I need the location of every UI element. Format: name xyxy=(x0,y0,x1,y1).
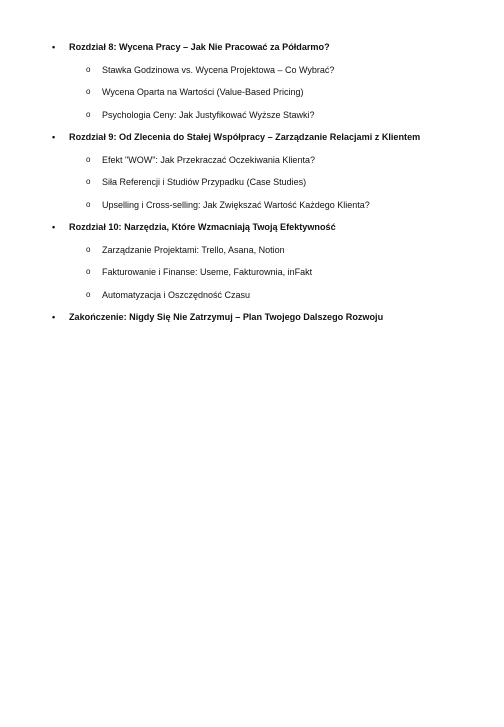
subitem xyxy=(0,104,504,127)
circle-bullet-icon: o xyxy=(86,199,91,209)
subitem xyxy=(0,261,504,284)
bullet-icon: • xyxy=(52,132,56,142)
subitem-text: Wycena Oparta na Wartości (Value-Based Pricing) xyxy=(102,87,304,97)
subitem xyxy=(0,239,504,262)
chapter-title: Rozdział 10: Narzędzia, Które Wzmacniają Twoją Efektywność xyxy=(69,222,336,232)
circle-bullet-icon: o xyxy=(86,154,91,164)
bullet-icon: • xyxy=(52,222,56,232)
subitem xyxy=(0,284,504,307)
subitem-text: Efekt "WOW": Jak Przekraczać Oczekiwania Klienta? xyxy=(102,154,315,165)
subitem-text: Zarządzanie Projektami: Trello, Asana, Notion xyxy=(102,244,285,255)
subitem xyxy=(0,171,504,194)
subitem-text: Siła Referencji i Studiów Przypadku (Case Studies) xyxy=(102,177,307,187)
chapter-item xyxy=(0,126,504,149)
subitem-text: Stawka Godzinowa vs. Wycena Projektowa – Co Wybrać? xyxy=(102,64,335,75)
bullet-icon: • xyxy=(52,312,56,322)
circle-bullet-icon: o xyxy=(86,87,91,96)
circle-bullet-icon: o xyxy=(86,177,91,186)
chapter-title: Rozdział 8: Wycena Pracy – Jak Nie Pracować za Półdarmo? xyxy=(69,42,330,52)
circle-bullet-icon: o xyxy=(86,244,91,254)
subitem xyxy=(0,149,504,172)
circle-bullet-icon: o xyxy=(86,289,91,299)
subitem-text: Fakturowanie i Finanse: Useme, Fakturownia, inFakt xyxy=(102,267,313,277)
subitem xyxy=(0,81,504,104)
document-page xyxy=(0,36,504,329)
chapter-item xyxy=(0,216,504,239)
subitem xyxy=(0,59,504,82)
subitem-text: Psychologia Ceny: Jak Justyfikować Wyższe Stawki? xyxy=(102,109,315,120)
circle-bullet-icon: o xyxy=(86,267,91,276)
circle-bullet-icon: o xyxy=(86,109,91,119)
chapter-item xyxy=(0,306,504,329)
subitem-text: Automatyzacja i Oszczędność Czasu xyxy=(102,289,251,300)
chapter-item xyxy=(0,36,504,59)
subitem-text: Upselling i Cross-selling: Jak Zwiększać Wartość Każdego Klienta? xyxy=(102,199,370,210)
subitem xyxy=(0,194,504,217)
chapter-title: Zakończenie: Nigdy Się Nie Zatrzymuj – Plan Twojego Dalszego Rozwoju xyxy=(69,312,384,322)
circle-bullet-icon: o xyxy=(86,64,91,74)
chapter-title: Rozdział 9: Od Zlecenia do Stałej Współpracy – Zarządzanie Relacjami z Klientem xyxy=(69,132,421,142)
bullet-icon: • xyxy=(52,42,56,52)
